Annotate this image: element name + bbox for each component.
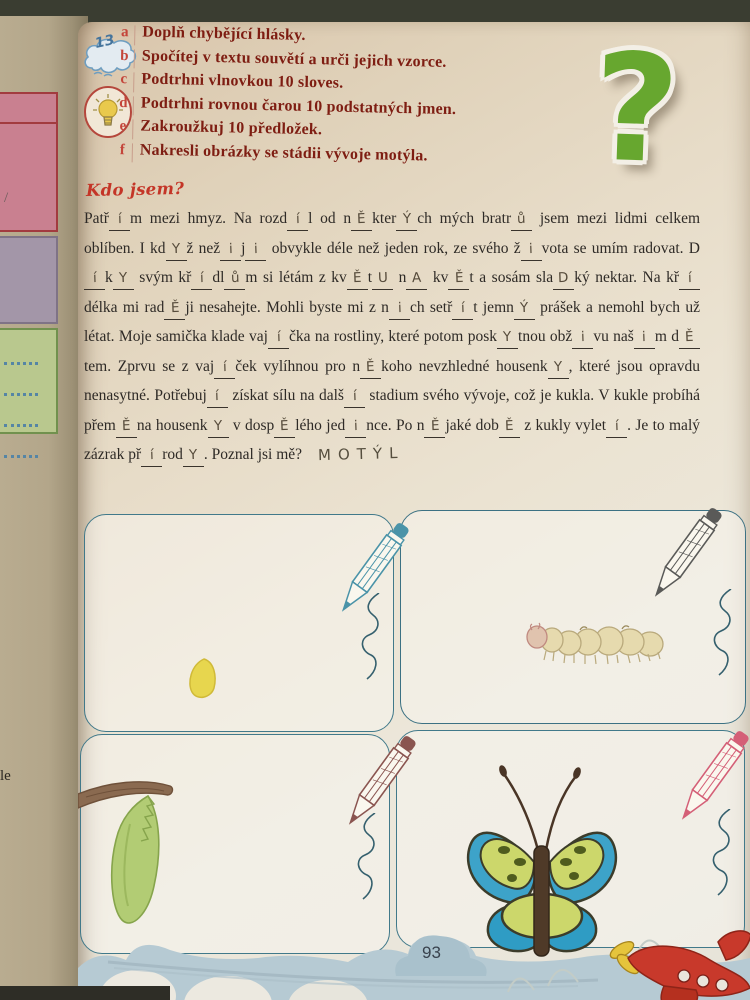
task-text: Nakresli obrázky se stádii vývoje motýla. — [139, 140, 428, 165]
handwritten-letter: Y — [188, 446, 198, 464]
handwritten-letter: Ě — [357, 210, 367, 228]
task-letter: b — [120, 47, 129, 64]
fill-in-blank — [113, 269, 134, 290]
handwritten-letter: í — [295, 210, 300, 228]
task-letter: d — [119, 94, 128, 111]
squiggle-line — [711, 589, 737, 679]
handwritten-letter: Y — [171, 240, 181, 257]
previous-page-red-box — [0, 92, 58, 232]
fill-in-blank — [208, 417, 229, 438]
fill-in-blank — [207, 387, 228, 408]
handwritten-letter: Ě — [504, 417, 514, 434]
question-mark-sticker: ? — [590, 22, 683, 197]
fill-in-blank — [344, 387, 365, 408]
fill-in-blank — [274, 417, 295, 438]
task-letter: e — [119, 118, 127, 135]
dotted-line — [4, 393, 38, 396]
task-text: Zakroužkuj 10 předložek. — [140, 117, 323, 139]
handwritten-letter: ů — [230, 269, 240, 287]
previous-page-green-box — [0, 328, 58, 434]
drawing-box-egg — [84, 514, 394, 732]
fill-in-blank — [360, 358, 381, 379]
divider — [134, 25, 135, 45]
divider — [133, 96, 134, 116]
dotted-line — [4, 455, 38, 458]
previous-page-text-fragment: le — [0, 768, 11, 784]
handwritten-letter: i — [397, 299, 402, 316]
handwritten-letter: Y — [118, 269, 128, 287]
handwritten-letter: í — [687, 269, 692, 287]
handwritten-answer: MOTÝL — [317, 443, 405, 465]
fill-in-blank — [424, 417, 445, 438]
fill-in-blank — [372, 269, 393, 290]
fill-in-blank — [679, 328, 700, 349]
fill-in-blank — [287, 210, 308, 231]
handwritten-letter: í — [117, 210, 122, 228]
handwritten-letter: Ě — [280, 417, 290, 434]
task-letter: a — [120, 24, 129, 41]
squiggle-line — [710, 809, 736, 899]
fill-in-blank — [164, 299, 185, 320]
handwritten-letter: Y — [503, 328, 512, 346]
handwritten-letter: í — [199, 269, 204, 287]
handwritten-letter: Ě — [366, 358, 376, 375]
fill-in-blank — [245, 240, 266, 261]
squiggle-line — [359, 593, 385, 683]
fill-in-blank — [84, 269, 105, 290]
fill-in-blank — [396, 210, 417, 231]
fill-in-blank — [406, 269, 427, 290]
fill-in-blank — [514, 299, 535, 320]
handwritten-letter: Ý — [402, 210, 412, 228]
dotted-line — [4, 362, 38, 365]
airplane-decoration — [606, 920, 750, 1000]
handwritten-letter: Ě — [684, 328, 695, 346]
fill-in-blank — [141, 446, 162, 467]
exercise-heading: Kdo jsem? — [85, 178, 185, 201]
handwritten-letter: í — [222, 358, 227, 375]
handwritten-letter: Y — [553, 358, 563, 375]
fill-in-blank — [109, 210, 130, 231]
handwritten-letter: i — [228, 240, 233, 257]
handwritten-letter: í — [352, 387, 357, 405]
task-text: Doplň chybějící hlásky. — [142, 23, 306, 44]
fill-in-blank — [606, 417, 627, 438]
fill-in-blank — [389, 299, 410, 320]
table-edge-shadow — [0, 986, 170, 1000]
fill-in-blank — [224, 269, 245, 290]
divider — [132, 119, 133, 139]
handwritten-letter: í — [614, 417, 619, 434]
exercise-paragraph: Patř í m mezi hmyz. Na rozd í l od n Ě kter Ý ch mých bratr ů jsem mezi lidmi celkem oblíben. I kd Y ž než i j i obvykle déle než jeden rok, ze svého ž i vota se umím radovat. Dí k Y svým kř í dl ů m si létám z kv Ě t U n A kv Ě t a sosám sla D ký nektar. Na kř ídélka mi rad Ě ji nesahejte. Mohli byste mi z n i ch setř í t jemn Ý prášek a nemohl bych už létat. Moje samička klade vaj í čka na rostliny, které potom posk Y tnou obž i vu naš i m d Ětem. Zprvu se z vaj í ček vylíhnou pro n Ě koho nevzhledné housenk Y , které jsou opravdu nenasytné. Potřebuj í získat sílu na dalš í stadium svého vývoje, což je kukla. V kukle probíhá přem Ě na housenk Y v dosp Ě lého jed i nce. Po n Ě jaké dob Ě z kukly vylet í . Je to malý zázrak př í rod Y . Poznal jsi mě? MOTÝL — [84, 204, 700, 470]
handwritten-letter: ů — [517, 210, 527, 228]
previous-page-edge — [0, 16, 88, 1000]
fill-in-blank — [116, 417, 137, 438]
handwritten-letter: i — [353, 417, 358, 434]
fill-in-blank — [183, 446, 204, 467]
egg-drawing — [186, 656, 222, 702]
handwritten-letter: i — [642, 328, 647, 346]
handwritten-letter: Ě — [121, 417, 131, 434]
handwritten-letter: í — [149, 446, 154, 464]
divider — [134, 49, 135, 69]
fill-in-blank — [191, 269, 212, 290]
exercise-number-badge: 13 — [93, 32, 116, 52]
fill-in-blank — [448, 269, 469, 290]
fill-in-blank — [166, 240, 187, 261]
slash-mark: / — [4, 190, 9, 206]
divider — [133, 72, 134, 92]
fill-in-blank — [452, 299, 473, 320]
fill-in-blank — [521, 240, 542, 261]
fill-in-blank — [548, 358, 569, 379]
fill-in-blank — [511, 210, 532, 231]
handwritten-letter: i — [580, 328, 585, 346]
handwritten-letter: Ě — [454, 269, 464, 287]
handwritten-letter: Ě — [352, 269, 362, 287]
handwritten-letter: Y — [213, 417, 223, 434]
handwritten-letter: i — [529, 240, 534, 257]
fill-in-blank — [572, 328, 593, 349]
handwritten-letter: Ě — [430, 417, 440, 434]
task-list — [115, 23, 598, 174]
caterpillar-drawing — [510, 610, 680, 670]
task-letter: f — [119, 141, 126, 158]
divider — [132, 143, 133, 163]
handwritten-letter: U — [377, 269, 388, 287]
handwritten-letter: A — [411, 269, 422, 287]
task-text: Spočítej v textu souvětí a urči jejich vzorce. — [141, 47, 447, 71]
handwritten-letter: í — [460, 299, 465, 316]
fill-in-blank — [634, 328, 655, 349]
fill-in-blank — [351, 210, 372, 231]
fill-in-blank — [347, 269, 368, 290]
fill-in-blank — [499, 417, 520, 438]
fill-in-blank — [268, 328, 289, 349]
fill-in-blank — [497, 328, 518, 349]
fill-in-blank — [679, 269, 700, 290]
task-text: Podtrhni rovnou čarou 10 podstatných jmen. — [140, 93, 457, 118]
handwritten-letter: í — [92, 269, 97, 287]
handwritten-letter: D — [558, 269, 570, 287]
handwritten-letter: í — [276, 328, 281, 346]
page-number: 93 — [422, 943, 441, 962]
fill-in-blank — [220, 240, 241, 261]
handwritten-letter: Ě — [170, 299, 180, 316]
fill-in-blank — [214, 358, 235, 379]
task-letter: c — [120, 71, 128, 88]
handwritten-letter: í — [215, 387, 220, 405]
fill-in-blank — [553, 269, 574, 290]
previous-page-purple-box — [0, 236, 58, 324]
handwritten-letter: i — [253, 240, 259, 257]
fill-in-blank — [345, 417, 366, 438]
dotted-line — [4, 424, 38, 427]
divider — [0, 122, 56, 124]
task-text: Podtrhni vlnovkou 10 sloves. — [141, 70, 344, 92]
handwritten-letter: Ý — [519, 299, 529, 316]
workbook-page — [78, 22, 750, 1000]
